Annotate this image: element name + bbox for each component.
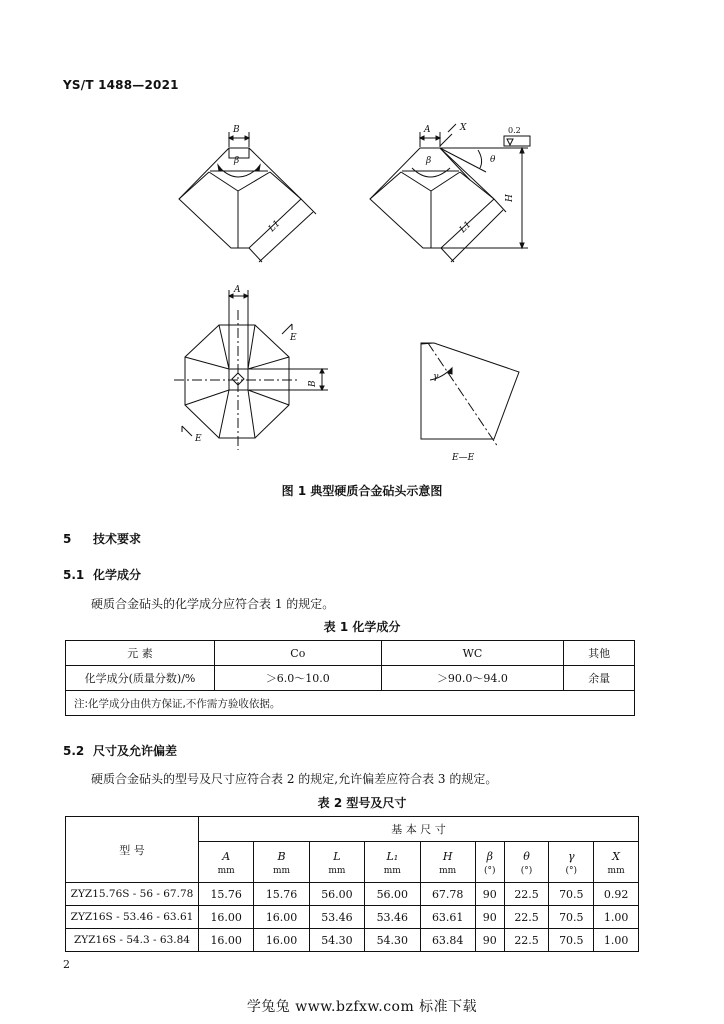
table-2-col-unit: mm (254, 866, 309, 883)
label-A: A (424, 125, 431, 135)
label-H: H (505, 194, 515, 202)
table-2-cell: 16.00 (254, 929, 309, 952)
table-2-cell: 70.5 (549, 906, 594, 929)
table-2-col-unit: mm (199, 866, 254, 883)
section-5-1-heading (63, 566, 141, 583)
table-2-cell: 22.5 (504, 906, 549, 929)
table-1-row (66, 666, 635, 691)
table-2-cell: 15.76 (254, 883, 309, 906)
section-5-2-text: 硬质合金砧头的型号及尺寸应符合表 2 的规定,允许偏差应符合表 3 的规定。 (91, 772, 498, 786)
section-5-2-title: 尺寸及允许偏差 (93, 744, 178, 758)
table-2-cell-model: ZYZ16S - 53.46 - 63.61 (66, 906, 199, 929)
anvil-plan-view (174, 285, 328, 450)
section-view (421, 343, 519, 463)
table-2-cell: 22.5 (504, 929, 549, 952)
table-2-cell: 53.46 (309, 906, 364, 929)
table-2-col-symbol: γ (549, 842, 594, 867)
table-2-group-header: 基 本 尺 寸 (199, 817, 639, 842)
label-E-bottom: E (195, 434, 202, 444)
table-2-cell: 16.00 (199, 906, 254, 929)
table-2-row (66, 929, 639, 952)
table-2-cell: 16.00 (199, 929, 254, 952)
table-2-cell: 70.5 (549, 883, 594, 906)
anvil-front-view (179, 125, 316, 262)
table-1-header: 其他 (564, 641, 635, 666)
table-2-cell: 16.00 (254, 906, 309, 929)
label-flatness: 0.2 (508, 126, 521, 135)
table-2-cell-model: ZYZ16S - 54.3 - 63.84 (66, 929, 199, 952)
table-1-cell: 化学成分(质量分数)/% (66, 666, 215, 691)
section-5-1-title: 化学成分 (93, 568, 142, 582)
label-gamma: γ (433, 372, 439, 382)
table-2-cell: 53.46 (365, 906, 420, 929)
table-2-col-symbol: H (420, 842, 475, 867)
table-2-col-symbol: L (309, 842, 364, 867)
standard-number: YS/T 1488—2021 (63, 78, 179, 92)
table-2-col-symbol: L₁ (365, 842, 420, 867)
section-5-2-heading (63, 742, 177, 759)
table-2-cell: 63.84 (420, 929, 475, 952)
table-2-cell: 54.30 (309, 929, 364, 952)
section-5-number: 5 (63, 532, 72, 546)
page-number: 2 (63, 958, 70, 971)
table-2-cell: 1.00 (594, 929, 639, 952)
label-L1-2: L1 (458, 219, 474, 236)
table-2-caption: 表 2 型号及尺寸 (317, 796, 407, 810)
label-theta: θ (490, 155, 496, 165)
table-1-cell: ＞90.0～94.0 (381, 666, 564, 691)
table-2-row (66, 906, 639, 929)
table-2-col-symbol: B (254, 842, 309, 867)
table-2-col-unit: mm (309, 866, 364, 883)
table-2-col-symbol: A (199, 842, 254, 867)
section-5-title: 技术要求 (93, 532, 142, 546)
table-2-model-header: 型 号 (66, 817, 199, 883)
table-2-col-unit: mm (594, 866, 639, 883)
label-beta-2: β (426, 156, 432, 166)
table-2-cell: 15.76 (199, 883, 254, 906)
table-1-caption: 表 1 化学成分 (323, 620, 401, 634)
anvil-diagram (0, 0, 724, 480)
table-2-cell: 70.5 (549, 929, 594, 952)
table-2-col-unit: mm (365, 866, 420, 883)
table-2-cell: 90 (475, 883, 504, 906)
anvil-side-view (370, 123, 530, 262)
table-1-cell: 余量 (564, 666, 635, 691)
table-2-col-symbol: θ (504, 842, 549, 867)
table-1-cell: ＞6.0～10.0 (215, 666, 382, 691)
table-2-col-symbol: β (475, 842, 504, 867)
label-A-plan: A (234, 285, 241, 295)
table-2-cell: 54.30 (365, 929, 420, 952)
table-2-cell: 90 (475, 929, 504, 952)
table-2-cell: 63.61 (420, 906, 475, 929)
footer-watermark[interactable]: 学兔兔 www.bzfxw.com 标准下载 (246, 999, 478, 1015)
table-1-header-row (66, 641, 635, 666)
section-5-1-text: 硬质合金砧头的化学成分应符合表 1 的规定。 (91, 597, 335, 611)
table-2-cell: 22.5 (504, 883, 549, 906)
table-1-chemical-composition (65, 640, 635, 716)
section-5-2-number: 5.2 (63, 744, 85, 758)
section-5-1-number: 5.1 (63, 568, 85, 582)
table-2-models-dimensions (65, 816, 639, 952)
figure-caption: 图 1 典型硬质合金砧头示意图 (281, 484, 443, 498)
table-2-col-unit: (°) (549, 866, 594, 883)
table-2-cell: 0.92 (594, 883, 639, 906)
table-2-col-unit: mm (420, 866, 475, 883)
table-1-header: WC (381, 641, 564, 666)
section-5-heading (63, 530, 141, 547)
label-section: E—E (452, 453, 475, 463)
table-2-cell: 56.00 (309, 883, 364, 906)
label-E-top: E (290, 333, 297, 343)
table-2-col-unit: (°) (475, 866, 504, 883)
table-2-cell: 1.00 (594, 906, 639, 929)
table-2-cell-model: ZYZ15.76S - 56 - 67.78 (66, 883, 199, 906)
label-B: B (233, 125, 240, 135)
table-2-cell: 56.00 (365, 883, 420, 906)
table-2-col-symbol: X (594, 842, 639, 867)
table-2-cell: 67.78 (420, 883, 475, 906)
table-2-row (66, 883, 639, 906)
table-2-cell: 90 (475, 906, 504, 929)
label-beta: β (234, 156, 240, 166)
label-L1: L1 (267, 218, 283, 235)
table-2-col-unit: (°) (504, 866, 549, 883)
table-1-note: 注:化学成分由供方保证,不作需方验收依据。 (66, 691, 635, 716)
label-B-plan: B (308, 380, 318, 387)
table-1-header: 元 素 (66, 641, 215, 666)
table-1-header: Co (215, 641, 382, 666)
label-X: X (460, 123, 467, 133)
